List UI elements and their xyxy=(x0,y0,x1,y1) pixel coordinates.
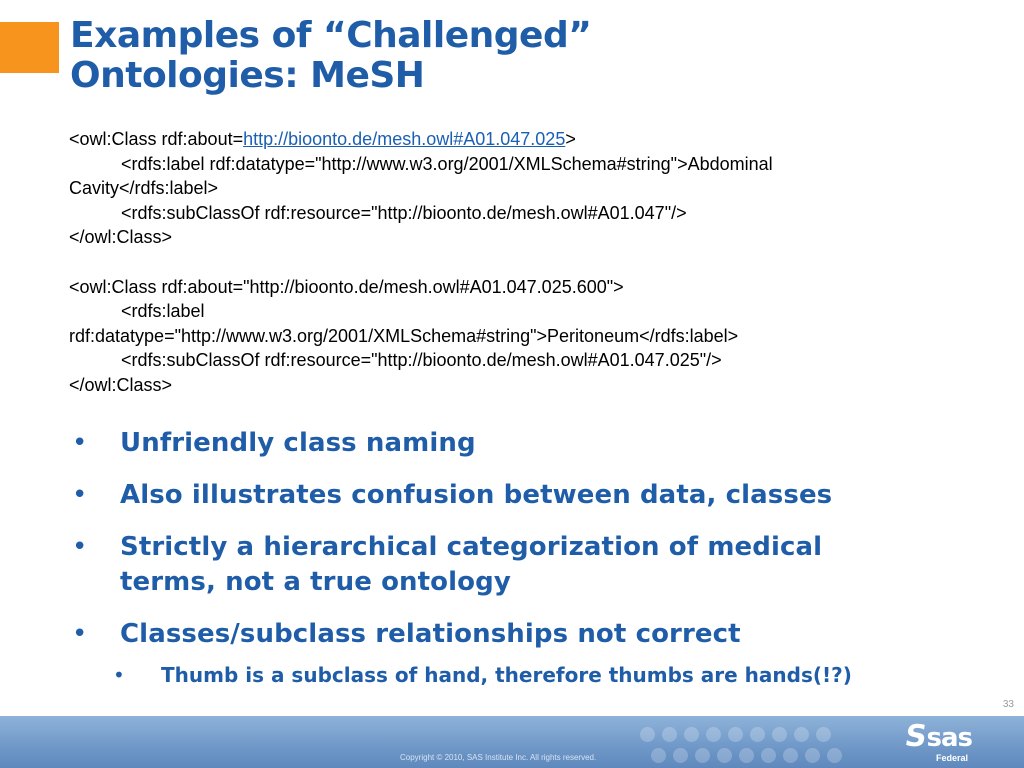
code-line-4: <rdfs:subClassOf rdf:resource="http://bioonto.de/mesh.owl#A01.047"/> xyxy=(121,202,687,223)
code-line-10: </owl:Class> xyxy=(69,374,173,395)
bullet-dot: • xyxy=(72,532,88,562)
code-line-7: <rdfs:label xyxy=(121,301,205,322)
bullet-item xyxy=(70,478,1000,513)
slide-title-line-1: Examples of “Challenged” xyxy=(70,15,592,56)
code-line-2: <rdfs:label rdf:datatype="http://www.w3.org/2001/XMLSchema#string">Abdominal xyxy=(121,153,773,174)
bullet-text: Also illustrates confusion between data, classes xyxy=(120,480,833,510)
bullet-dot: • xyxy=(72,480,88,510)
code-line-5: </owl:Class> xyxy=(69,227,173,248)
mesh-owl-link[interactable]: http://bioonto.de/mesh.owl#A01.047.025 xyxy=(243,129,566,149)
slide-title xyxy=(70,16,591,96)
code-line-1 xyxy=(69,127,989,152)
sas-federal-label: Federal xyxy=(935,753,968,763)
code-spacer xyxy=(69,250,989,275)
sas-logo xyxy=(902,719,972,754)
sas-logo-text: sas xyxy=(926,723,972,753)
bullet-item xyxy=(70,530,920,600)
footer-dot-pattern xyxy=(640,724,890,768)
code-line-1-prefix: <owl:Class rdf:about= xyxy=(69,129,244,149)
bullet-list xyxy=(70,426,1000,689)
sas-logo-mark: S xyxy=(902,719,929,754)
code-line-1-suffix: > xyxy=(565,129,576,149)
owl-code-sample xyxy=(69,127,989,398)
sub-bullet-dot: • xyxy=(113,663,125,687)
bullet-dot: • xyxy=(72,428,88,458)
copyright-notice: Copyright © 2010, SAS Institute Inc. All rights reserved. xyxy=(400,753,597,762)
sub-bullet-item xyxy=(70,661,1000,689)
bullet-item xyxy=(70,617,1000,652)
sub-bullet-text: Thumb is a subclass of hand, therefore thumbs are hands(!?) xyxy=(161,663,852,687)
footer-bar xyxy=(0,716,1024,768)
bullet-text: Classes/subclass relationships not correct xyxy=(120,619,741,649)
page-number: 33 xyxy=(1002,699,1014,710)
bullet-text: Unfriendly class naming xyxy=(120,428,476,458)
code-line-8: rdf:datatype="http://www.w3.org/2001/XMLSchema#string">Peritoneum</rdfs:label> xyxy=(69,325,739,346)
orange-accent-block xyxy=(0,22,59,73)
code-line-3: Cavity</rdfs:label> xyxy=(69,178,219,199)
code-line-6: <owl:Class rdf:about="http://bioonto.de/mesh.owl#A01.047.025.600"> xyxy=(69,276,624,297)
bullet-item xyxy=(70,426,1000,461)
slide-title-line-2: Ontologies: MeSH xyxy=(70,55,425,96)
code-line-9: <rdfs:subClassOf rdf:resource="http://bioonto.de/mesh.owl#A01.047.025"/> xyxy=(121,350,722,371)
bullet-dot: • xyxy=(72,619,88,649)
bullet-text: Strictly a hierarchical categorization of medical terms, not a true ontology xyxy=(120,532,823,597)
